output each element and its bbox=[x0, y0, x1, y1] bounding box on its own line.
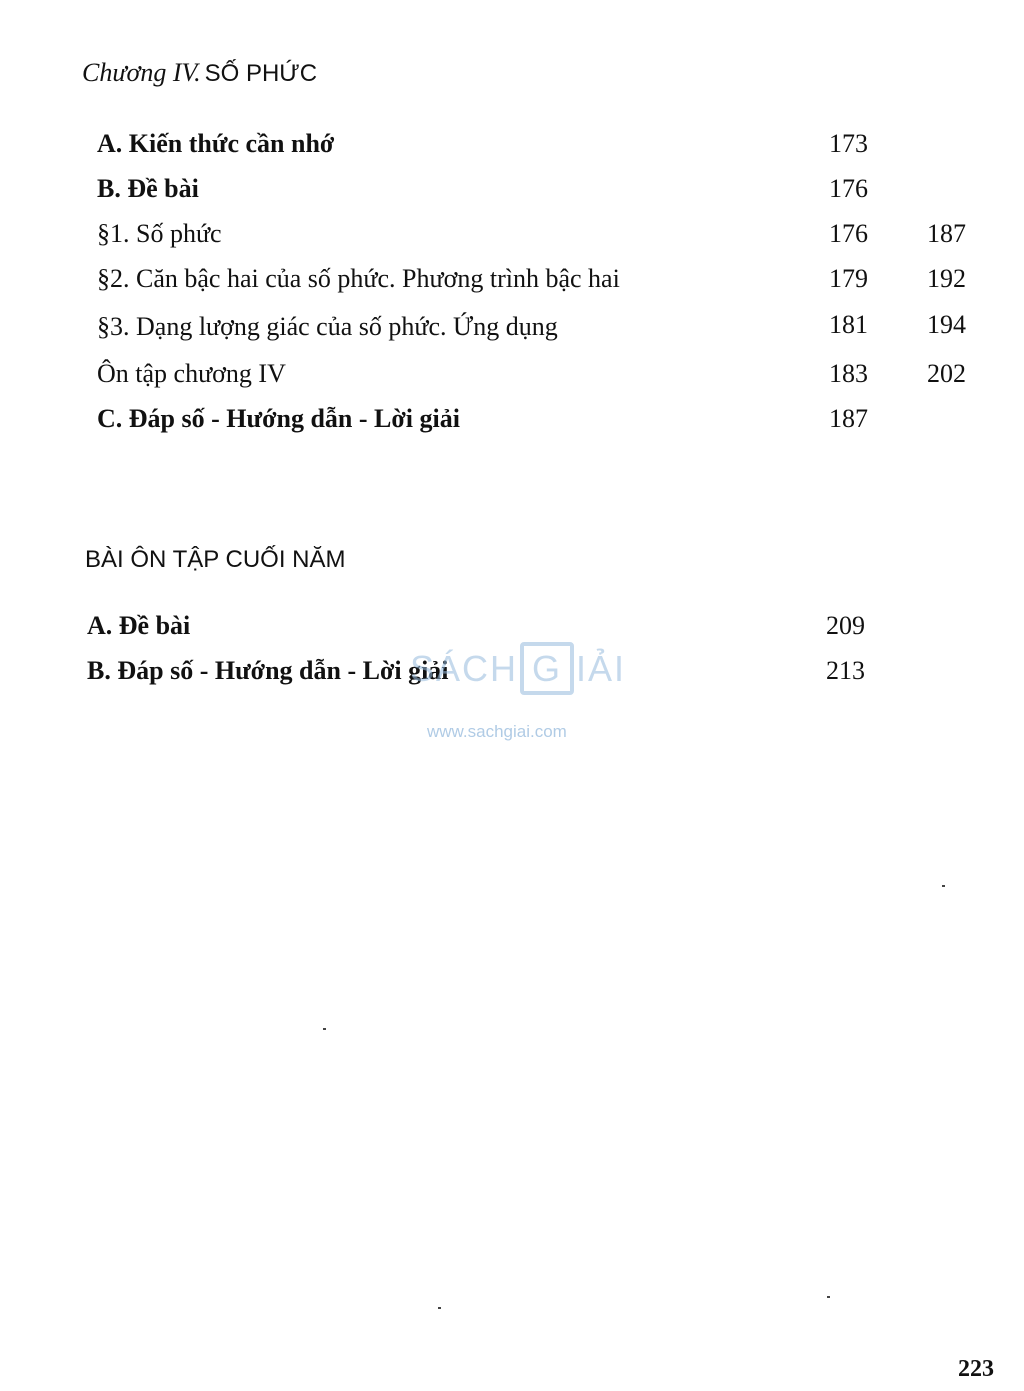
toc-answer-page: 187 bbox=[927, 219, 966, 248]
toc-page: 181 bbox=[829, 310, 868, 339]
toc-item-knowledge: A. Kiến thức cần nhớ bbox=[97, 129, 335, 158]
toc-item-chapter-review: Ôn tập chương IV bbox=[97, 359, 286, 388]
toc-answer-page: 194 bbox=[927, 310, 966, 339]
toc-item-solutions: C. Đáp số - Hướng dẫn - Lời giải bbox=[97, 404, 460, 433]
toc-page: 173 bbox=[829, 129, 868, 158]
toc-item-exercises: B. Đề bài bbox=[97, 174, 199, 203]
watermark-logo bbox=[410, 648, 626, 690]
review-page: 213 bbox=[826, 656, 865, 685]
toc-page: 176 bbox=[829, 219, 868, 248]
toc-page: 187 bbox=[829, 404, 868, 433]
toc-answer-page: 192 bbox=[927, 264, 966, 293]
review-item-exercises: A. Đề bài bbox=[87, 611, 191, 640]
watermark-text-right: IẢI bbox=[576, 648, 627, 689]
watermark-text-left: SÁCH bbox=[410, 648, 519, 689]
review-heading: BÀI ÔN TẬP CUỐI NĂM bbox=[85, 546, 346, 573]
watermark-box-letter: G bbox=[520, 642, 574, 695]
toc-page: 179 bbox=[829, 264, 868, 293]
page-number: 223 bbox=[958, 1356, 994, 1382]
watermark-url: www.sachgiai.com bbox=[427, 722, 567, 741]
scan-speck bbox=[942, 885, 945, 887]
review-item-solutions: B. Đáp số - Hướng dẫn - Lời giải bbox=[87, 656, 449, 685]
scan-speck bbox=[438, 1307, 441, 1309]
chapter-title: SỐ PHỨC bbox=[204, 60, 318, 87]
toc-answer-page: 202 bbox=[927, 359, 966, 388]
toc-page: 183 bbox=[829, 359, 868, 388]
scan-speck bbox=[827, 1296, 830, 1298]
chapter-heading bbox=[82, 58, 317, 88]
toc-item-section-1: §1. Số phức bbox=[97, 219, 222, 248]
toc-item-section-3: §3. Dạng lượng giác của số phức. Ứng dụng bbox=[97, 312, 558, 341]
toc-page: 176 bbox=[829, 174, 868, 203]
toc-item-section-2: §2. Căn bậc hai của số phức. Phương trình bậc hai bbox=[97, 264, 620, 293]
review-page: 209 bbox=[826, 611, 865, 640]
chapter-prefix: Chương IV. bbox=[82, 58, 201, 87]
scan-speck bbox=[323, 1028, 326, 1030]
